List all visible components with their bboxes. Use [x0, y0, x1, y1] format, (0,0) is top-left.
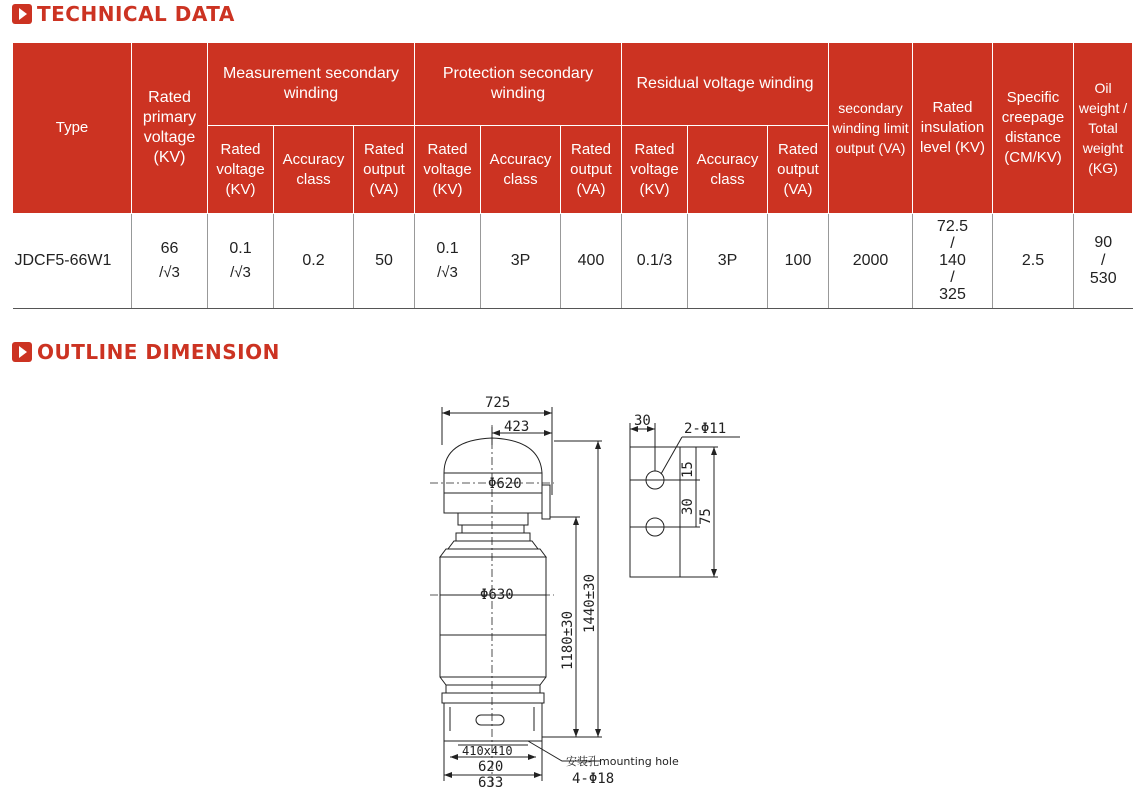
total-weight-value: 530: [1089, 269, 1117, 287]
header-oil-total-weight: Oil weight / Total weight (KG): [1074, 43, 1133, 214]
cell-prot-output: 400: [561, 214, 622, 309]
cell-type: JDCF5-66W1: [13, 214, 132, 309]
oil-weight-value: 90: [1094, 233, 1113, 251]
header-prot-rated-voltage: Rated voltage (KV): [415, 126, 481, 214]
insulation-slash-2: /: [950, 268, 955, 286]
dim-423: 423: [504, 419, 530, 435]
insulation-slash-1: /: [950, 234, 955, 252]
play-icon: [12, 342, 32, 362]
header-prot-accuracy-class: Accuracy class: [481, 126, 561, 214]
cell-meas-output: 50: [354, 214, 415, 309]
cell-meas-voltage: [208, 214, 274, 309]
section-title-technical-data: [12, 2, 235, 26]
header-type: Type: [13, 43, 132, 214]
cell-weight: [1074, 214, 1133, 309]
header-secondary-winding-limit-output: secondary winding limit output (VA): [829, 43, 913, 214]
prot-voltage-divisor: /√3: [437, 264, 458, 281]
meas-voltage-value: 0.1: [229, 240, 252, 257]
header-prot-rated-output: Rated output (VA): [561, 126, 622, 214]
header-specific-creepage-distance: Specific creepage distance (CM/KV): [993, 43, 1074, 214]
cell-prot-accuracy: 3P: [481, 214, 561, 309]
meas-voltage-divisor: /√3: [230, 264, 251, 281]
section-title-text: OUTLINE DIMENSION: [37, 340, 280, 364]
dim-725: 725: [485, 395, 511, 411]
header-residual-voltage-winding: Residual voltage winding: [622, 43, 829, 126]
header-meas-accuracy-class: Accuracy class: [274, 126, 354, 214]
technical-data-table: [12, 42, 1133, 309]
cell-limit-output: 2000: [829, 214, 913, 309]
header-measurement-secondary-winding: Measurement secondary winding: [208, 43, 415, 126]
insulation-value-3: 325: [939, 285, 966, 303]
cell-creepage: 2.5: [993, 214, 1074, 309]
terminal-holes-spec: 2-Φ11: [684, 421, 727, 437]
prot-voltage-value: 0.1: [436, 240, 459, 257]
play-icon: [12, 4, 32, 24]
primary-voltage-value: 66: [160, 240, 179, 257]
mounting-hole-spec: 4-Φ18: [572, 771, 615, 787]
cell-resid-output: 100: [768, 214, 829, 309]
primary-voltage-divisor: /√3: [159, 264, 180, 281]
header-resid-rated-output: Rated output (VA): [768, 126, 829, 214]
header-resid-rated-voltage: Rated voltage (KV): [622, 126, 688, 214]
header-rated-insulation-level: Rated insulation level (KV): [913, 43, 993, 214]
header-rated-primary-voltage: Rated primary voltage (KV): [132, 43, 208, 214]
terminal-width-30: 30: [634, 413, 651, 429]
section-title-outline-dimension: [12, 340, 280, 364]
cell-prot-voltage: [415, 214, 481, 309]
cell-resid-accuracy: 3P: [688, 214, 768, 309]
table-row: [13, 214, 1133, 309]
dim-1440: 1440±30: [582, 573, 598, 633]
cell-insulation-level: [913, 214, 993, 309]
dim-1180: 1180±30: [560, 610, 576, 670]
cell-primary-voltage: [132, 214, 208, 309]
insulation-value-2: 140: [939, 251, 966, 269]
dim-633: 633: [478, 775, 504, 791]
dim-620: 620: [478, 759, 504, 775]
outline-dimension-drawing: [400, 385, 780, 793]
terminal-dim-75: 75: [698, 508, 714, 525]
dim-410x410: 410x410: [462, 744, 513, 758]
weight-slash: /: [1101, 251, 1106, 269]
header-resid-accuracy-class: Accuracy class: [688, 126, 768, 214]
insulation-value-1: 72.5: [936, 217, 969, 235]
terminal-dim-30: 30: [680, 498, 696, 515]
mounting-hole-label: 安装孔mounting hole: [566, 755, 679, 768]
dim-phi620: Φ620: [488, 476, 522, 492]
cell-meas-accuracy: 0.2: [274, 214, 354, 309]
header-meas-rated-output: Rated output (VA): [354, 126, 415, 214]
terminal-dim-15: 15: [680, 461, 696, 478]
cell-resid-voltage: 0.1/3: [622, 214, 688, 309]
section-title-text: TECHNICAL DATA: [37, 2, 235, 26]
header-protection-secondary-winding: Protection secondary winding: [415, 43, 622, 126]
header-meas-rated-voltage: Rated voltage (KV): [208, 126, 274, 214]
dim-phi630: Φ630: [480, 587, 514, 603]
